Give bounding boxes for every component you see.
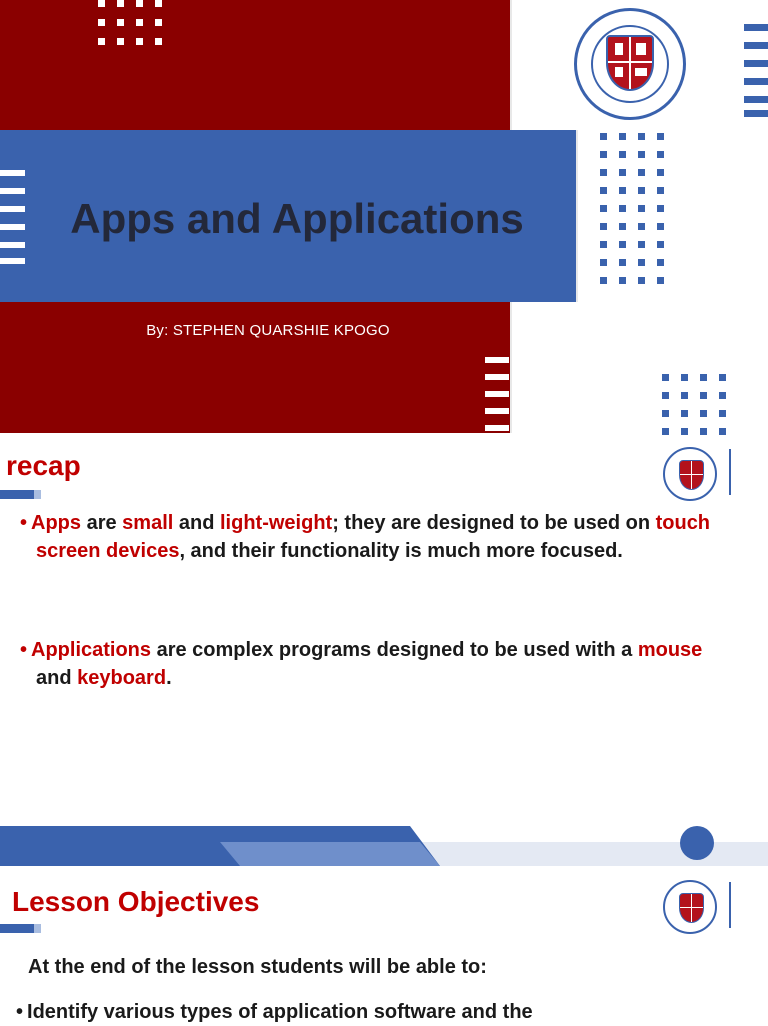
white-dot-grid-top bbox=[98, 0, 162, 45]
objectives-intro: At the end of the lesson students will be able to: bbox=[28, 956, 487, 978]
title-underline bbox=[0, 924, 34, 933]
school-crest-icon bbox=[663, 880, 717, 934]
lesson-objectives-title: Lesson Objectives bbox=[12, 886, 260, 917]
blue-dot-grid-bottom bbox=[662, 374, 726, 435]
recap-bullet-applications: • Applications are complex programs designed to be used with a mouse and keyboard. bbox=[20, 639, 703, 689]
recap-title: recap bbox=[6, 450, 81, 481]
school-crest-icon bbox=[663, 447, 717, 501]
slide-title: Apps and Applications bbox=[70, 195, 524, 242]
footer-decoration bbox=[0, 820, 768, 868]
school-crest-icon bbox=[574, 8, 686, 120]
author-byline: By: STEPHEN QUARSHIE KPOGO bbox=[146, 322, 390, 339]
header-divider bbox=[729, 882, 731, 928]
blue-dot-grid-right bbox=[600, 133, 664, 284]
objective-bullet: • Identify various types of application software and the bbox=[16, 1001, 533, 1023]
recap-bullet-apps: • Apps are small and light-weight; they are designed to be used on touch screen devices, and their functionality is much more focused. bbox=[20, 512, 711, 562]
title-underline-accent bbox=[34, 924, 41, 933]
title-underline-accent bbox=[34, 490, 41, 499]
title-underline bbox=[0, 490, 34, 499]
header-divider bbox=[729, 449, 731, 495]
title-slide bbox=[0, 0, 768, 433]
